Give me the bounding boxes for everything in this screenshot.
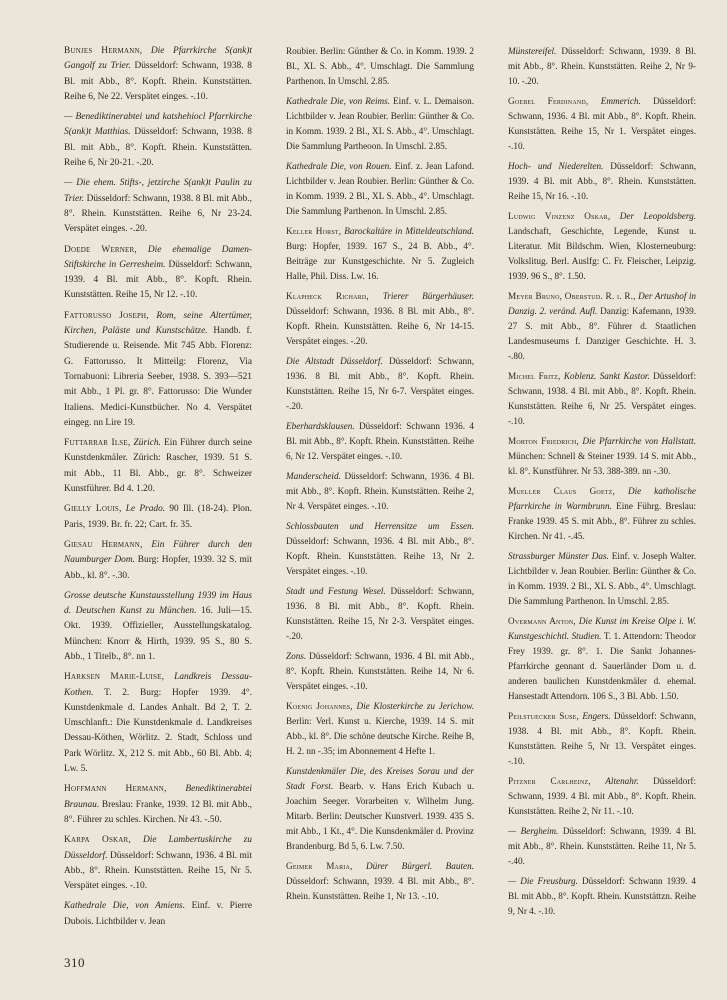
bibliography-entry <box>286 44 474 89</box>
entry-title: Die Pfarrkirche S(ank)t Gangolf zu Trier. <box>64 46 252 72</box>
bibliography-entry <box>64 44 252 105</box>
entry-details: Landschaft, Geschichte, Legende, Kunst u. Literatur. Mit Bildschm. Wien, Klosterneuburg: Volkslitug. Berl. Auslfg: C. Fr. Fleischer, Leipzig. 1939. 96 S., 8°. 1.50. <box>508 226 696 281</box>
bibliography-entry <box>64 110 252 171</box>
entry-author: Futtarrar Ilse, <box>64 438 131 449</box>
entry-title: — Die ehem. Stifts-, jetzirche S(ank)t Paulin zu Trier. <box>64 178 252 204</box>
bibliography-entry <box>508 614 696 704</box>
entry-author: Morton Friedrich, <box>508 436 579 446</box>
entry-details: Einf. v. L. Demaison. Lichtbilder v. Jean Roubier. Berlin: Günther & Co. in Komm. 1939. 2 Bl., XL S. Abb., 4°. Umschlagt. Die Sammlung Partheoon. In Umschl. 2.85. <box>286 96 475 151</box>
entry-details: Düsseldorf: Schwann, 1936. 8 Bl. mit Abb., 8°. Kopft. Rhein. Kunststätten. Reihe 15, Nr 2-3. Verspätet einges. -.20. <box>286 586 474 641</box>
bibliography-entry <box>508 159 696 204</box>
entry-author: Pitzner Carlheinz, <box>508 776 591 786</box>
entry-title: — Bergheim. <box>508 826 559 836</box>
entry-details: Düsseldorf: Schwann, 1939. 4 Bl. mit Abb., 8°. Rhein. Kunststätten. Reihe 11, Nr 5. -.40. <box>508 826 697 866</box>
entry-title: Engers. <box>582 711 611 721</box>
bibliography-entry <box>64 538 252 584</box>
entry-title: Strassburger Münster Das. <box>508 551 609 561</box>
entry-details: Handb. f. Studierende u. Reisende. Mit 745 Abb. Florenz: G. Fattorusso. It Mitteilg: Florenz, Via Tornabuoni: Libreria Seeber, 1938. S. 393—521 mit Abb., 1 Pl. gr. 8°. Fattorusso: Die Wunder Italiens. Medici-Kunstbücher. No 4. Verspätet eingeg. nn Lire 19. <box>64 326 252 428</box>
bibliography-entry <box>286 159 474 219</box>
entry-title: Benediktinerabtei Braunau. <box>64 784 252 810</box>
column-3 <box>508 44 696 924</box>
entry-author: Giesau Hermann, <box>64 539 143 550</box>
entry-title: Manderscheid. <box>286 471 341 481</box>
entry-title: Rom, seine Altertümer, Kirchen, Paläste und Kunstschätze. <box>64 310 253 337</box>
bibliography-entry <box>64 309 252 431</box>
bibliography-entry <box>286 289 474 349</box>
entry-details: Bearb. v. Hans Erich Kubach u. Joachim Seeger. Vorarbeiten v. Wilhelm Jung. Mitarb. Berlin: Deutscher Kunstverl. 1939. 435 S. mit Abb., 1 Kt., 4°. Die Kunsdenkmäler d. Provinz Brandenburg. Bd 5, 6. Lw. 7.50. <box>286 781 475 851</box>
bibliography-entry <box>286 649 474 694</box>
entry-details: Düsseldorf: Schwann, 1936. 4 Bl. mit Abb., 8°. Kopft. Rhein. Kunststätten. Reihe 2, Nr 4. Verspätet einges. -.10. <box>286 471 474 511</box>
bibliography-entry <box>64 589 252 665</box>
entry-title: Die katholische Pfarrkirche in Warmbrunn. <box>508 486 697 511</box>
entry-author: Klapheck Richard, <box>286 291 369 301</box>
entry-title: Hoch- und Niederelten. <box>508 161 604 171</box>
entry-details: Düsseldorf: Schwann, 1938. 8 Bl. mit Abb., 8°. Rhein. Kunststätten. Reihe 6, Nr 23-24. Verspätet einges. -.20. <box>64 193 252 235</box>
bibliography-entry <box>64 243 252 304</box>
entry-details: Berlin: Verl. Kunst u. Kierche, 1939. 14 S. mit Abb., kl. 8°. Die schöne deutsche Kirche. Reihe B, H. 2. nn -.35; im Abonnement 4 Hefte 1. <box>286 716 474 756</box>
entry-details: Eine Führg. Breslau: Franke 1939. 45 S. mit Abb., 8°. Führer zu schles. Kirchen. Nr 41. -.45. <box>508 501 696 541</box>
bibliography-entry <box>508 874 696 919</box>
entry-details: Einf. z. Jean Lafond. Lichtbilder v. Jean Roubier. Berlin: Günther & Co. in Komm. 1939. 2 Bl., XL S. Abb., 4°. Umschlagt. Die Sammlung Parthenon. In Umschl. 2.85. <box>286 161 474 216</box>
entry-title: Dürer Bürgerl. Bauten. <box>366 861 474 871</box>
entry-author: Peilstuecker Suse, <box>508 711 580 721</box>
entry-title: Zürich. <box>133 438 161 449</box>
entry-details: Düsseldorf: Schwann 1936. 4 Bl. mit Abb., 8°. Kopft. Rhein. Kunststätten. Reihe 6, Nr 12. Verspätet einges. -.10. <box>286 421 474 461</box>
entry-author: Fattorusso Joseph, <box>64 310 149 321</box>
entry-title: Trierer Bürgerhäuser. <box>382 291 474 301</box>
bibliography-entry <box>508 44 696 89</box>
entry-author: Ludwig Vinzenz Oskar, <box>508 211 611 221</box>
bibliography-entry <box>508 824 696 869</box>
entry-details: 16. Juli—15. Okt. 1939. Offizieller, Ausstellungskatalog. München: Knorr & Hirth, 1939. 95 S., 80 S. Abb., 1 Titelb., 8°. nn 1. <box>64 606 253 662</box>
entry-author: Koenig Johannes, <box>286 701 353 711</box>
bibliography-entry <box>508 369 696 429</box>
entry-title: Kathedrale Die, von Reims. <box>286 96 391 106</box>
column-2 <box>286 44 474 909</box>
entry-title: Schlossbauten und Herrensitze um Essen. <box>286 521 474 531</box>
bibliography-entry <box>286 584 474 644</box>
entry-details: Düsseldorf: Schwann, 1939. 4 Bl. mit Abb., 8°. Rhein. Kunststätten. Reihe 1, Nr 13. -.10. <box>286 876 474 901</box>
entry-details: Breslau: Franke, 1939. 12 Bl. mit Abb., 8°. Führer zu schles. Kirchen. Nr 43. -.50. <box>64 799 253 825</box>
entry-title: — Die Freusburg. <box>508 876 578 886</box>
entry-details: T. 2. Burg: Hopfer 1939. 4°. Kunstdenkmale d. Landes Anhalt. Bd 2, T. 2. Umschlanft.: Die Kunstdenkmale d. Landkreises Dessau-Köthen, Wörlitz. 2. Stadt, Schloss und Park Wörlitz. X, 212 S. mit Abb., 60 Bl. Abb. 4; Lw. 5. <box>64 687 252 775</box>
entry-details: Düsseldorf: Schwann, 1936. 4 Bl. mit Abb., 8°. Kopft. Rhein. Kunststätten. Reihe 15, Nr 1. Verspätet einges. -.10. <box>508 96 697 151</box>
entry-details: Düsseldorf: Schwann, 1938. 8 Bl. mit Abb., 8°. Kopft. Rhein. Kunststätten. Reihe 6, Ne 22. Verspätet einges. -.10. <box>64 61 252 102</box>
entry-title: Grosse deutsche Kunstausstellung 1939 im Haus d. Deutschen Kunst zu München. <box>64 590 252 617</box>
entry-author: Bunjes Hermann, <box>64 46 143 56</box>
entry-author: Harksen Marie-Luise, <box>64 672 165 683</box>
entry-title: Emmerich. <box>600 96 641 106</box>
entry-title: Die Pfarrkirche von Hallstatt. <box>582 436 697 446</box>
entry-details: Düsseldorf: Schwann, 1938. 8 Bl. mit Abb., 8°. Kopft. Rhein. Kunststätten. Reihe 6, Nr 20-21. -.20. <box>64 127 252 169</box>
entry-author: Michel Fritz, <box>508 371 561 381</box>
bibliography-entry <box>508 94 696 154</box>
entry-details: Düsseldorf: Schwann, 1936. 4 Bl. mit Abb., 8°. Kopft. Rhein. Kunststätten. Reihe 14, Nr 6. Verspätet einges. -.10. <box>286 651 474 691</box>
entry-author: Meyer Bruno, Oberstud. R. i. R., <box>508 291 636 301</box>
entry-details: Düsseldorf: Schwann, 1939. 4 Bl. mit Abb., 8°. Rhein. Kunststätten. Reihe 15, Nr 16. -.10. <box>508 161 697 201</box>
entry-details: 90 Ill. (18-24). Plon. Paris, 1939. Br. fr. 22; Cart. fr. 35. <box>64 504 253 530</box>
bibliography-entry <box>64 176 252 237</box>
entry-title: Eberhardsklausen. <box>286 421 355 431</box>
entry-details: Düsseldorf: Schwann 1939. 4 Bl. mit Abb., 8°. Kopft. Rhein. Kunststättzn. Reihe 9, Nr 4. -.10. <box>508 876 696 916</box>
entry-details: München: Schnell & Steiner 1939. 14 S. mit Abb., kl. 8°. Kunstführer. Nr 53. 388-389. nn -.30. <box>508 451 696 476</box>
entry-author: Karpa Oskar, <box>64 835 131 846</box>
bibliography-entry <box>64 833 252 894</box>
bibliography-entry <box>508 434 696 479</box>
entry-details: Düsseldorf: Schwann, 1936. 8 Bl. mit Abb., 8°. Kopft. Rhein. Kunststätten. Reihe 6, Nr 14-15. Verspätet einges. -.20. <box>286 306 474 346</box>
bibliography-entry <box>286 94 474 154</box>
entry-title: Münstereifel. <box>508 46 557 56</box>
entry-title: Koblenz. Sankt Kastor. <box>563 371 650 381</box>
entry-details: Düsseldorf: Schwann, 1939. 4 Bl. mit Abb., 8°. Kopft. Rhein. Kunststätten. Reihe 15, Nr 12. -.10. <box>64 259 252 301</box>
entry-details: Einf. v. Pierre Dubois. Lichtbilder v. Jean <box>64 901 253 927</box>
entry-details: Einf. v. Joseph Walter. Lichtbilder v. Jean Roubier. Berlin: Günther & Co. in Komm. 1939. 2 Bl., XL S. Abb., 4°. Umschlagt. Die Sammlung Parthenon. In Umschl. 2.85. <box>508 551 697 606</box>
bibliography-entry <box>508 709 696 769</box>
bibliography-entry <box>286 859 474 904</box>
bibliography-entry <box>286 224 474 284</box>
entry-title: Kathedrale Die, von Rouen. <box>286 161 392 171</box>
bibliography-entry <box>508 774 696 819</box>
bibliography-entry <box>286 469 474 514</box>
entry-title: Le Prado. <box>125 504 166 515</box>
entry-author: Gielly Louis, <box>64 504 122 515</box>
entry-title: — Benediktinerabtei und katshehiocl Pfarrkirche S(ank)t Matthias. <box>64 112 252 138</box>
entry-title: Der Artushof in Danzig. 2. veränd. Aufl. <box>508 291 696 316</box>
entry-author: Goebel Ferdinand, <box>508 96 589 106</box>
bibliography-entry <box>286 764 474 854</box>
bibliography-entry <box>64 436 252 497</box>
entry-details: Burg: Hopfer, 1939. 32 S. mit Abb., kl. 8°. -.30. <box>64 555 253 581</box>
entry-title: Der Leopoldsberg. <box>619 211 696 221</box>
bibliography-entry <box>64 899 252 930</box>
bibliography-entry <box>286 354 474 414</box>
bibliography-entry <box>508 484 696 544</box>
bibliography-entry <box>508 549 696 609</box>
entry-author: Hoffmann Hermann, <box>64 784 167 795</box>
entry-title: Zons. <box>286 651 307 661</box>
entry-details: Düsseldorf: Schwann, 1936. 4 Bl. mit Abb., 8°. Kopft. Rhein. Kunststätten. Reihe 13, Nr 2. Verspätet einges. -.10. <box>286 536 474 576</box>
entry-title: Ein Führer durch den Naumburger Dom. <box>64 539 252 566</box>
column-1 <box>64 44 252 935</box>
entry-author: Overmann Anton, <box>508 616 576 626</box>
bibliography-entry <box>286 419 474 464</box>
entry-title: Kathedrale Die, von Amiens. <box>64 901 186 912</box>
entry-details: Danzig: Kafemann, 1939. 27 S. mit Abb., 8°. Führer d. Staatlichen Landesmuseums f. Danziger Geschichte. H. 3. -.80. <box>508 306 696 361</box>
entry-details: Düsseldorf: Schwann, 1938. 4 Bl. mit Abb., 8°. Kopft. Rhein. Kunststätten. Reihe 5, Nr 13. Verspätet einges. -.10. <box>508 711 697 766</box>
entry-title: Barockaltäre in Mitteldeutschland. <box>344 226 474 236</box>
entry-title: Kunstdenkmäler Die, des Kreises Sorau und der Stadt Forst. <box>286 766 474 791</box>
entry-title: Die Lambertuskirche zu Düsseldorf. <box>64 835 252 861</box>
entry-author: Doede Werner, <box>64 244 137 255</box>
entry-title: Die Altstadt Düsseldorf. <box>286 356 383 366</box>
entry-title: Altenahr. <box>605 776 639 786</box>
entry-title: Landkreis Dessau-Kothen. <box>64 672 252 698</box>
entry-title: Die Kunst im Kreise Olpe i. W. Kunstgeschichtl. Studien. <box>508 616 697 641</box>
bibliography-entry <box>286 699 474 759</box>
bibliography-entry <box>508 289 696 364</box>
entry-details: Burg: Hopfer, 1939. 167 S., 24 B. Abb., 4°. Beiträge zur Kunstgeschichte. Nr 5. Zugleich Halle, Phil. Diss. Lw. 16. <box>286 241 474 281</box>
entry-title: Die Klosterkirche zu Jerichow. <box>356 701 474 711</box>
bibliography-entry <box>64 670 252 777</box>
bibliography-entry <box>508 209 696 284</box>
entry-details: Roubier. Berlin: Günther & Co. in Komm. 1939. 2 Bl., XL S. Abb., 4°. Umschlagt. Die Sammlung Parthenon. In Umschl. 2.85. <box>286 46 474 86</box>
entry-author: Mueller Claus Goetz, <box>508 486 616 496</box>
page-number: 310 <box>64 955 85 970</box>
bibliography-entry <box>64 782 252 828</box>
entry-details: Düsseldorf: Schwann, 1938. 4 Bl. mit Abb., 8°. Kopft. Rhein. Kunststätten. Reihe 6, Nr 25. Verspätet einges. -.10. <box>508 371 697 426</box>
entry-details: Düsseldorf: Schwann, 1936. 4 Bl. mit Abb., 8°. Rhein. Kunststätten. Reihe 15, Nr 5. Verspätet einges. -.10. <box>64 850 253 892</box>
entry-details: Düsseldorf: Schwann, 1939. 4 Bl. mit Abb., 8°. Kopft. Rhein. Kunststätten. Reihe 2, Nr 11. -.10. <box>508 776 696 816</box>
entry-title: Stadt und Festung Wesel. <box>286 586 386 596</box>
entry-details: Düsseldorf: Schwann, 1939. 8 Bl. mit Abb., 8°. Rhein. Kunststätten. Reihe 2, Nr 9-10. -.20. <box>508 46 697 86</box>
entry-details: T. 1. Attendorn: Theodor Frey 1939. gr. 8°. 1. Die Sankt Johannes-Pfarrkirche gennant d. Sauerländer Dom u. d. anderen baulichen Kunstdenkmäler d. ehemal. Hansestadt Attendorn. 106 S., 3 Bl. Abb. 1.50. <box>508 631 696 701</box>
entry-author: Geimer Maria, <box>286 861 353 871</box>
bibliography-entry <box>64 502 252 533</box>
entry-author: Keller Horst, <box>286 226 342 236</box>
entry-details: Düsseldorf: Schwann, 1936. 8 Bl. mit Abb., 8°. Kopft. Rhein. Kunststätten. Reihe 15, Nr 6-7. Verspätet einges. -.20. <box>286 356 475 411</box>
entry-title: Die ehemalige Damen-Stiftskirche in Gerresheim. <box>64 244 253 270</box>
entry-details: Ein Führer durch seine Kunstdenkmäler. Zürich: Rascher, 1939. 51 S. mit Abb., 11 Bl. Abb., gr. 8°. Schweizer Kunstführer. Bd 4. 1.20. <box>64 438 253 495</box>
bibliography-entry <box>286 519 474 579</box>
